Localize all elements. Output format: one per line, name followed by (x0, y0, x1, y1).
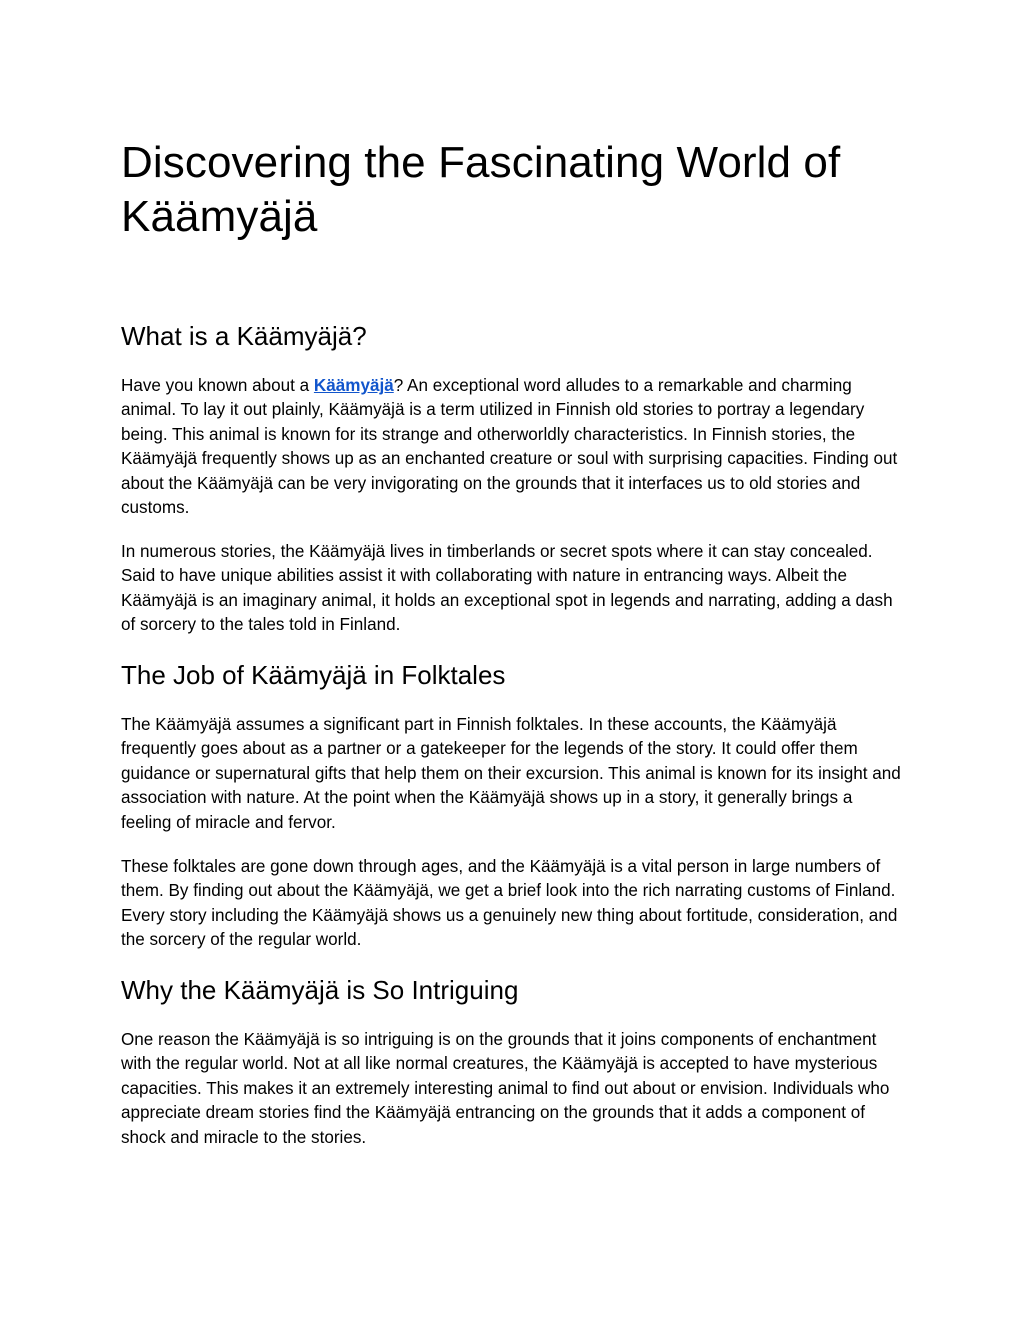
paragraph-intro (121, 374, 907, 520)
section-heading-folktales: The Job of Käämyäjä in Folktales (121, 660, 506, 690)
paragraph-intro-rest: ? An exceptional word alludes to a remarkable and charming animal. To lay it out plainly, Käämyäjä is a term utilized in Finnish old stories to portray a legendary being. This animal is known for its strange and otherworldly characteristics. In Finnish stories, the Käämyäjä frequently shows up as an enchanted creature or soul with surprising capacities. Finding out about the Käämyäjä can be very invigorating on the grounds that it interfaces us to old stories and customs. (121, 376, 898, 518)
paragraph-habitat: In numerous stories, the Käämyäjä lives in timberlands or secret spots where it can stay concealed. Said to have unique abilities assist it with collaborating with nature in entrancing ways. Albeit the Käämyäjä is an imaginary animal, it holds an exceptional spot in legends and narrating, adding a dash of sorcery to the tales told in Finland. (121, 542, 893, 635)
section-heading-what-is: What is a Käämyäjä? (121, 321, 367, 351)
paragraph-folktales-tradition: These folktales are gone down through ages, and the Käämyäjä is a vital person in large numbers of them. By finding out about the Käämyäjä, we get a brief look into the rich narrating customs of Finland. Every story including the Käämyäjä shows us a genuinely new thing about fortitude, consideration, and the sorcery of the regular world. (121, 857, 898, 950)
document-title: Discovering the Fascinating World of Käämyäjä (121, 138, 841, 241)
paragraph-intro-lead: Have you known about a (121, 376, 314, 395)
paragraph-intriguing: One reason the Käämyäjä is so intriguing is on the grounds that it joins components of enchantment with the regular world. Not at all like normal creatures, the Käämyäjä is accepted to have mysterious capacities. This makes it an extremely interesting animal to find out about or envision. Individuals who appreciate dream stories find the Käämyäjä entrancing on the grounds that it adds a component of shock and miracle to the stories. (121, 1030, 890, 1147)
kaamyaja-link[interactable]: Käämyäjä (313, 376, 394, 395)
section-heading-intriguing: Why the Käämyäjä is So Intriguing (121, 975, 519, 1005)
paragraph-folktales-role: The Käämyäjä assumes a significant part in Finnish folktales. In these accounts, the Käämyäjä frequently goes about as a partner or a gatekeeper for the legends of the story. It could offer them guidance or supernatural gifts that help them on their excursion. This animal is known for its insight and association with nature. At the point when the Käämyäjä shows up in a story, it generally brings a feeling of miracle and fervor. (121, 715, 901, 832)
